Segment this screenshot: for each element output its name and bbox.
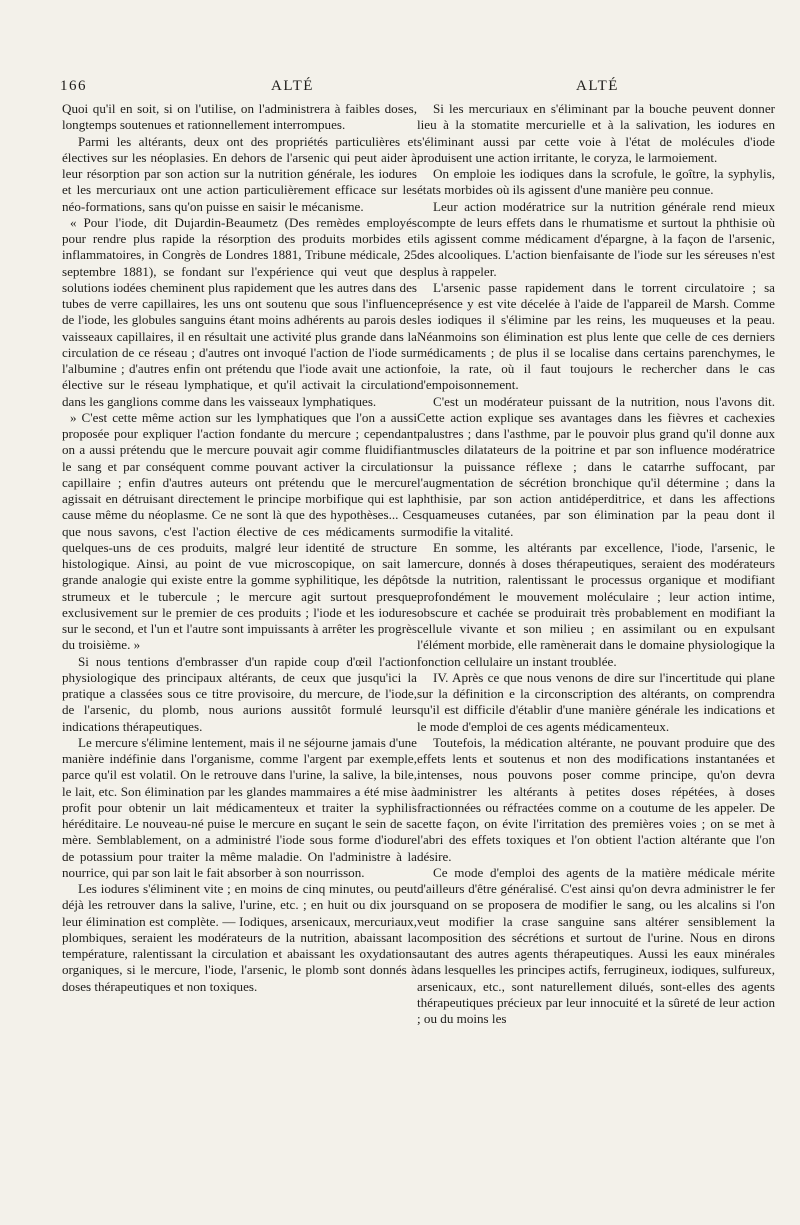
paragraph: Si les mercuriaux en s'éliminant par la bouche peuvent donner lieu à la stomatite mercurielle et à la salivation, les iodures en s'éliminant aussi par cette voie à l'état de molécules d'iode produisent une action irritante, le coryza, le larmoiement. bbox=[417, 101, 775, 165]
right-column bbox=[417, 101, 775, 1027]
paragraph: Toutefois, la médication altérante, ne pouvant produire que des effets lents et soutenus et non des modifications instantanées et intenses, nous pouvons poser comme principe, qu'on devra administrer les altérants à petites doses répétées, à doses fractionnées ou réfractées comme on a coutume de les appeler. De cette façon, on évite l'irritation des premières voies ; on se met à l'abri des effets toxiques et l'on obtient l'action altérante que l'on désire. bbox=[417, 734, 775, 864]
paragraph: On emploie les iodiques dans la scrofule, le goître, la syphylis, états morbides où ils agissent d'une manière peu connue. bbox=[417, 166, 775, 198]
running-head-right: ALTÉ bbox=[576, 78, 619, 94]
paragraph: Le mercure s'élimine lentement, mais il ne séjourne jamais d'une manière indéfinie dans l'organisme, comme l'argent par exemple, parce qu'il est volatil. On le retrouve dans l'urine, la salive, la bile, le lait, etc. Son élimination par les glandes mammaires a été mise à profit pour obtenir un lait médicamenteux et traiter la syphilis héréditaire. Le nouveau-né puise le mercure en suçant le sein de sa mère. Semblablement, on a administré l'iode sous forme d'iodure de potassium pour traiter la même maladie. On l'administre à la nourrice, qui par son lait le fait absorber à son nourrisson. bbox=[62, 734, 417, 880]
running-head-left: ALTÉ bbox=[271, 78, 314, 94]
paragraph: Leur action modératrice sur la nutrition générale rend mieux compte de leurs effets dans le rhumatisme et surtout la phthisie où ils agissent comme médicament d'épargne, à la façon de l'arsenic, des alcooliques. L'action bienfaisante de l'iode sur les séreuses n'est plus à rappeler. bbox=[417, 198, 775, 279]
running-header bbox=[46, 78, 760, 98]
paragraph: Si nous tentions d'embrasser d'un rapide coup d'œil l'action physiologique des principaux altérants, de ceux que jusqu'ici la pratique a classées sous ce titre provisoire, du mercure, de l'iode, de l'arsenic, du plomb, nous aurions aussitôt formulé leurs indications thérapeutiques. bbox=[62, 653, 417, 734]
paragraph: Quoi qu'il en soit, si on l'utilise, on l'administrera à faibles doses, longtemps soutenues et rationnellement interrompues. bbox=[62, 101, 417, 133]
paragraph: IV. Après ce que nous venons de dire sur l'incertitude qui plane sur la définition e la circonscription des altérants, on comprendra qu'il est difficile d'établir d'une manière générale les indications et le mode d'emploi de ces agents médicamenteux. bbox=[417, 669, 775, 734]
paragraph: « Pour l'iode, dit Dujardin-Beaumetz (Des remèdes employés pour rendre plus rapide la résorption des produits morbides et inflammatoires, in Congrès de Londres 1881, Tribune médicale, 25 septembre 1881), se fondant sur l'expérience qui veut que des solutions iodées cheminent plus rapidement que les autres dans des tubes de verre capillaires, les uns ont soutenu que sous l'influence de l'iode, les globules sanguins étant moins adhérents au parois des vaisseaux capillaires, il en résultait une activité plus grande dans la circulation de ce réseau ; d'autres ont invoqué l'action de l'iode sur l'albumine ; d'autres enfin ont prétendu que l'iode avait une action élective sur le réseau lymphatique, et qu'il activait la circulation dans les ganglions comme dans les vaisseaux lymphatiques. bbox=[62, 214, 417, 409]
page-number: 166 bbox=[60, 78, 87, 94]
paragraph: En somme, les altérants par excellence, l'iode, l'arsenic, le mercure, donnés à doses thérapeutiques, seraient des modérateurs de la nutrition, ralentissant le processus organique et modifiant profondément le mouvement moléculaire ; leur action intime, obscure et cachée se produirait très probablement en modifiant la cellule vivante et son milieu ; en assimilant ou en expulsant l'élément morbide, elle ramènerait dans le domaine physiologique la fonction cellulaire un instant troublée. bbox=[417, 539, 775, 669]
paragraph: » C'est cette même action sur les lymphatiques que l'on a aussi proposée pour expliquer l'action fondante du mercure ; cependant on a aussi prétendu que le mercure pouvait agir comme fluidifiant le sang et par conséquent comme pouvant activer la circulation capillaire ; enfin d'autres auteurs ont prétendu que le mercure agissait en détruisant directement le principe morbifique qui est la cause même du néoplasme. Ce ne sont là que des hypothèses... Ce que nous savons, c'est l'action élective de ces médicaments sur quelques-uns de ces produits, malgré leur identité de structure histologique. Ainsi, au point de vue microscopique, on sait la grande analogie qui existe entre la gomme syphilitique, les dépôts strumeux et le tubercule ; le mercure agit surtout presque exclusivement sur le premier de ces produits ; l'iode et les iodures sur le second, et l'un et l'autre sont impuissants à arrêter les progrès du troisième. » bbox=[62, 409, 417, 653]
left-column bbox=[62, 101, 417, 995]
paragraph: L'arsenic passe rapidement dans le torrent circulatoire ; sa présence y est vite décelée à l'aide de l'appareil de Marsh. Comme les iodiques il s'élimine par les reins, les muqueuses et la peau. Néanmoins son élimination est plus lente que celle de ces derniers médicaments ; de plus il se localise dans certains parenchymes, le foie, la rate, où il faut toujours le rechercher dans le cas d'empoisonnement. bbox=[417, 279, 775, 393]
paragraph: C'est un modérateur puissant de la nutrition, nous l'avons dit. Cette action explique ses avantages dans les fièvres et cachexies palustres ; dans l'asthme, par le pouvoir plus grand qu'il donne aux muscles dilatateurs de la poitrine et par son influence modératrice sur la puissance réflexe ; dans le catarrhe suffocant, par l'augmentation de sécrétion bronchique qu'il détermine ; dans la phthisie, par son action antidéperditrice, et dans les affections squameuses cutanées, par son élimination par la peau dont il modifie la vitalité. bbox=[417, 393, 775, 539]
paragraph: Ce mode d'emploi des agents de la matière médicale mérite d'ailleurs d'être généralisé. C'est ainsi qu'on devra administrer le fer quand on se proposera de modifier le sang, ou les alcalins si l'on veut modifier la crase sanguine sans altérer sensiblement la composition des sécrétions et surtout de l'urine. Nous en dirons autant des autres agents thérapeutiques. Aussi les eaux minérales dans lesquelles les principes actifs, ferrugineux, iodiques, sulfureux, arsenicaux, etc., sont naturellement dilués, sont-elles des agents thérapeutiques précieux par leur innocuité et la sûreté de leur action ; ou du moins les bbox=[417, 864, 775, 1026]
paragraph: Parmi les altérants, deux ont des propriétés particulières et électives sur les néoplasies. En dehors de l'arsenic qui peut aider à leur résorption par son action sur la nutrition générale, les iodures et les mercuriaux ont une action particulièrement efficace sur les néo-formations, sans qu'on puisse en saisir le mécanisme. bbox=[62, 133, 417, 214]
paragraph: Les iodures s'éliminent vite ; en moins de cinq minutes, ou peut déjà les retrouver dans la salive, l'urine, etc. ; en huit ou dix jours leur élimination est complète. — Iodiques, arsenicaux, mercuriaux, plombiques, seraient les modérateurs de la nutrition, abaissant la température, ralentissant la circulation et abaissant les oxydations organiques, si le mercure, l'iode, l'arsenic, le plomb sont donnés à doses thérapeutiques et non toxiques. bbox=[62, 881, 417, 994]
